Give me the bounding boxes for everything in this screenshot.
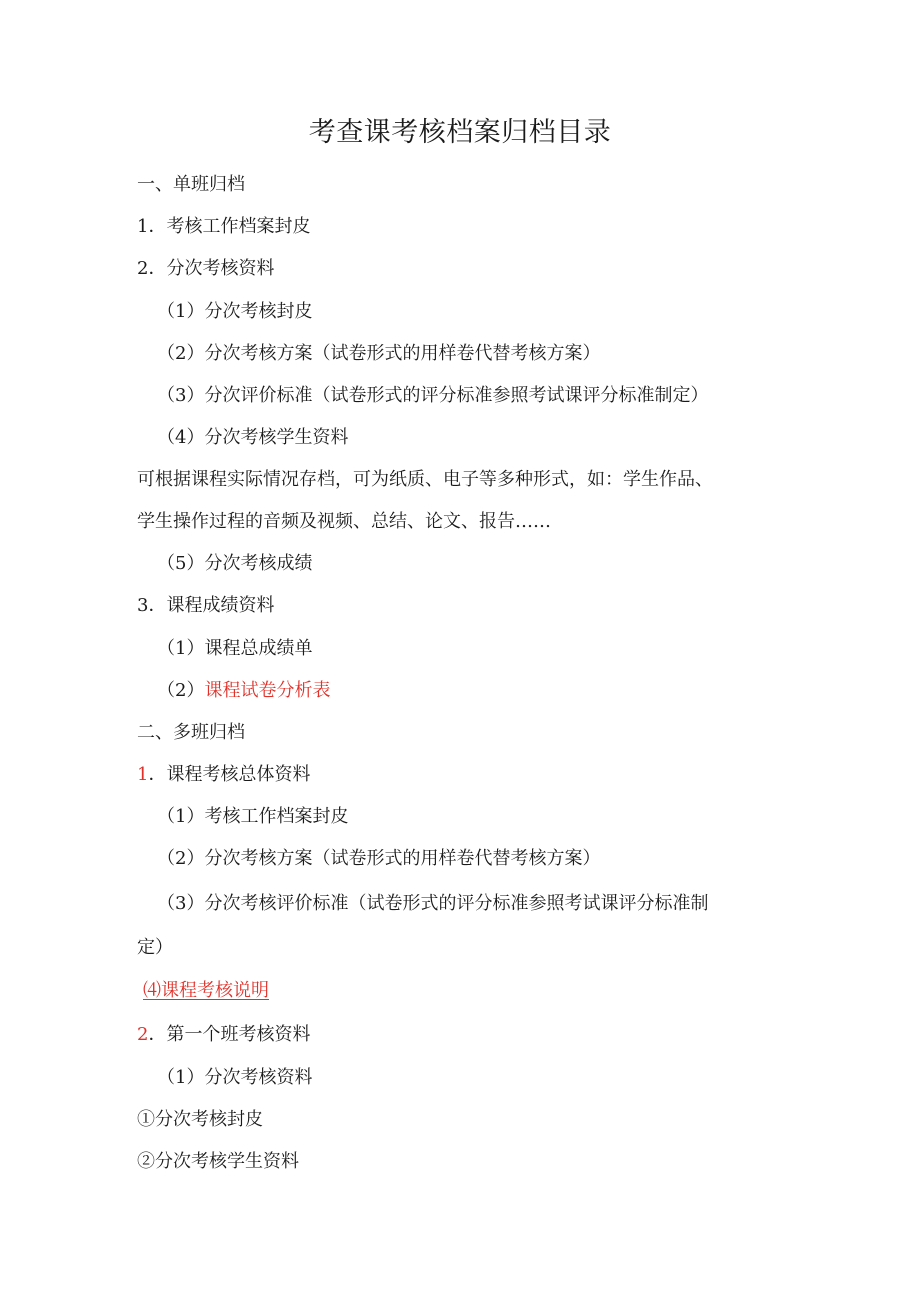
- section-heading-single-class: 一、单班归档: [137, 174, 245, 195]
- item-b1-text: ．课程考核总体资料: [148, 764, 311, 785]
- subitem-b1-3-line2: 定）: [137, 937, 173, 958]
- subitem-b1-2: （2）分次考核方案（试卷形式的用样卷代替考核方案）: [157, 848, 601, 869]
- page-title: 考查课考核档案归档目录: [308, 117, 612, 148]
- subitem-b2-1-2: ②分次考核学生资料: [137, 1151, 299, 1172]
- subitem-3-2: [157, 678, 330, 704]
- note-line-1: 可根据课程实际情况存档，可为纸质、电子等多种形式，如：学生作品、: [137, 469, 713, 490]
- subitem-b1-1: （1）考核工作档案封皮: [157, 806, 349, 827]
- subitem-2-1: （1）分次考核封皮: [157, 301, 313, 322]
- subitem-2-2: （2）分次考核方案（试卷形式的用样卷代替考核方案）: [157, 343, 601, 364]
- item-b1-number: 1: [137, 764, 149, 785]
- subitem-3-2-highlight: 课程试卷分析表: [204, 680, 331, 701]
- note-line-2: 学生操作过程的音频及视频、总结、论文、报告……: [137, 511, 551, 532]
- subitem-b2-1-1: ①分次考核封皮: [137, 1109, 263, 1130]
- subitem-2-5: （5）分次考核成绩: [157, 553, 313, 574]
- item-b1-overall: [137, 762, 310, 788]
- item-3-course-grades: 3．课程成绩资料: [137, 595, 275, 616]
- subitem-2-3: （3）分次评价标准（试卷形式的评分标准参照考试课评分标准制定）: [157, 385, 709, 406]
- item-1-cover: 1．考核工作档案封皮: [137, 216, 311, 237]
- section-heading-multi-class: 二、多班归档: [137, 722, 245, 743]
- subitem-3-2-prefix: （2）: [157, 680, 205, 701]
- subitem-2-4: （4）分次考核学生资料: [157, 427, 349, 448]
- item-b2-first-class: [137, 1022, 310, 1048]
- subitem-b1-4-highlight: ⑷课程考核说明: [143, 980, 269, 1001]
- item-b2-text: ．第一个班考核资料: [148, 1024, 311, 1045]
- subitem-b1-3-line1: （3）分次考核评价标准（试卷形式的评分标准参照考试课评分标准制: [157, 893, 709, 914]
- item-2-staged-materials: 2．分次考核资料: [137, 258, 275, 279]
- subitem-b2-1: （1）分次考核资料: [157, 1067, 313, 1088]
- item-b2-number: 2: [137, 1024, 149, 1045]
- subitem-3-1: （1）课程总成绩单: [157, 638, 313, 659]
